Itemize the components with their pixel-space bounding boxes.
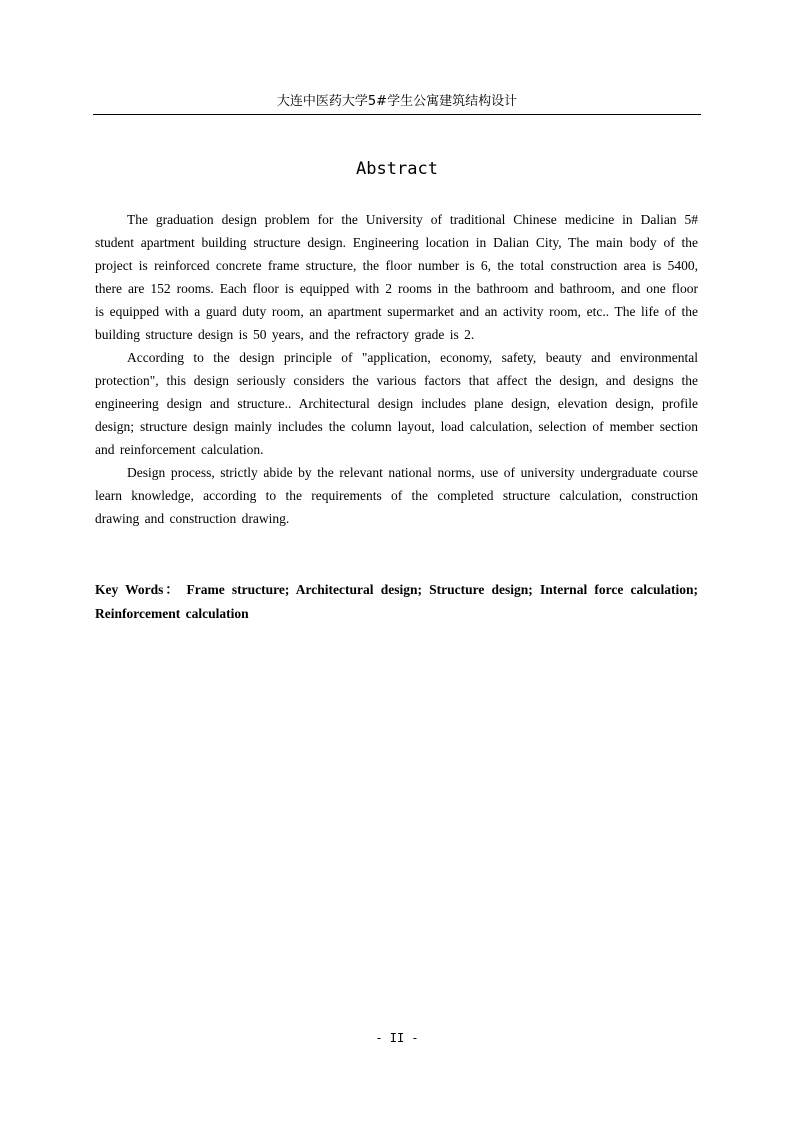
abstract-paragraph-2: According to the design principle of "application, economy, safety, beauty and environmental protection", this design seriously considers the various factors that affect the design, and designs the engineering design and structure.. Architectural design includes plane design, elevation design, profile design; structure design mainly includes the column layout, load calculation, selection of member section and reinforcement calculation. [95, 350, 698, 457]
abstract-paragraph-3: Design process, strictly abide by the relevant national norms, use of university undergraduate course learn knowledge, according to the requirements of the completed structure calculation, construction drawing and construction drawing. [95, 465, 698, 526]
abstract-title: Abstract [356, 159, 438, 179]
page-number: - II - [375, 1031, 419, 1045]
keywords-text: Frame structure; Architectural design; Structure design; Internal force calculation; Reinforcement calculation [95, 582, 698, 621]
keywords-block [95, 578, 698, 626]
page-header [93, 92, 701, 115]
abstract-body [95, 208, 698, 530]
keywords-label: Key Words： [95, 582, 181, 597]
abstract-paragraph-1: The graduation design problem for the University of traditional Chinese medicine in Dalian 5# student apartment building structure design. Engineering location in Dalian City, The main body of the project is reinforced concrete frame structure, the floor number is 6, the total construction area is 5400, there are 152 rooms. Each floor is equipped with 2 rooms in the bathroom and bathroom, and one floor is equipped with a guard duty room, an apartment supermarket and an activity room, etc.. The life of the building structure design is 50 years, and the refractory grade is 2. [95, 212, 698, 342]
running-title: 大连中医药大学5#学生公寓建筑结构设计 [276, 94, 518, 109]
